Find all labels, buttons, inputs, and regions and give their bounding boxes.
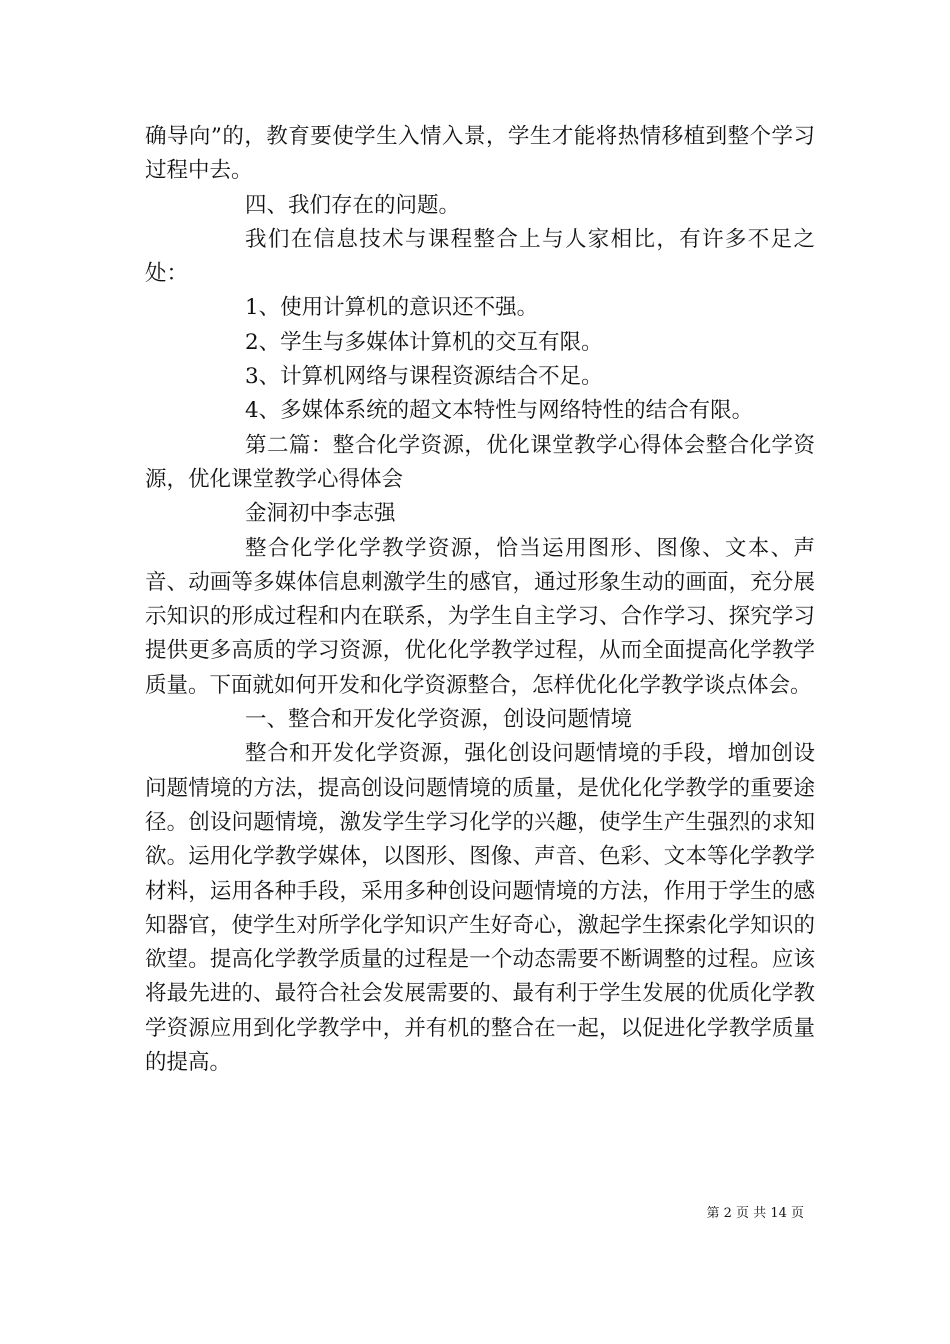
page-number-footer: 第 2 页 共 14 页 bbox=[706, 1206, 804, 1221]
article-title: 第二篇：整合化学资源，优化课堂教学心得体会整合化学资源，优化课堂教学心得体会 bbox=[145, 432, 815, 492]
list-item-4: 4、多媒体系统的超文本特性与网络特性的结合有限。 bbox=[245, 398, 754, 424]
author-line: 金洞初中李志强 bbox=[245, 501, 396, 527]
paragraph-intro: 整合化学化学教学资源，恰当运用图形、图像、文本、声音、动画等多媒体信息刺激学生的感官，通过形象生动的画面，充分展示知识的形成过程和内在联系，为学生自主学习、合作学习、探究学习提供更多高质的学习资源，优化化学教学过程，从而全面提高化学教学质量。下面就如何开发和化学资源整合，怎样优化化学教学谈点体会。 bbox=[145, 535, 815, 698]
document-body bbox=[145, 120, 815, 1080]
list-item-1: 1、使用计算机的意识还不强。 bbox=[245, 295, 539, 321]
list-item-2: 2、学生与多媒体计算机的交互有限。 bbox=[245, 329, 603, 355]
section-heading-1: 一、整合和开发化学资源，创设问题情境 bbox=[245, 707, 633, 733]
paragraph-1: 确导向”的，教育要使学生入情入景，学生才能将热情移植到整个学习过程中去。 bbox=[145, 124, 815, 184]
paragraph-problems-intro: 我们在信息技术与课程整合上与人家相比，有许多不足之处： bbox=[145, 226, 815, 287]
paragraph-section-1: 整合和开发化学资源，强化创设问题情境的手段，增加创设问题情境的方法，提高创设问题情境的质量，是优化化学教学的重要途径。创设问题情境，激发学生学习化学的兴趣，使学生产生强烈的求知欲。运用化学教学媒体，以图形、图像、声音、色彩、文本等化学教学材料，运用各种手段，采用多种创设问题情境的方法，作用于学生的感知器官，使学生对所学化学知识产生好奇心，激起学生探索化学知识的欲望。提高化学教学质量的过程是一个动态需要不断调整的过程。应该将最先进的、最符合社会发展需要的、最有利于学生发展的优质化学教学资源应用到化学教学中，并有机的整合在一起，以促进化学教学质量的提高。 bbox=[145, 741, 815, 1076]
section-heading-4: 四、我们存在的问题。 bbox=[245, 192, 461, 218]
list-item-3: 3、计算机网络与课程资源结合不足。 bbox=[245, 364, 603, 390]
